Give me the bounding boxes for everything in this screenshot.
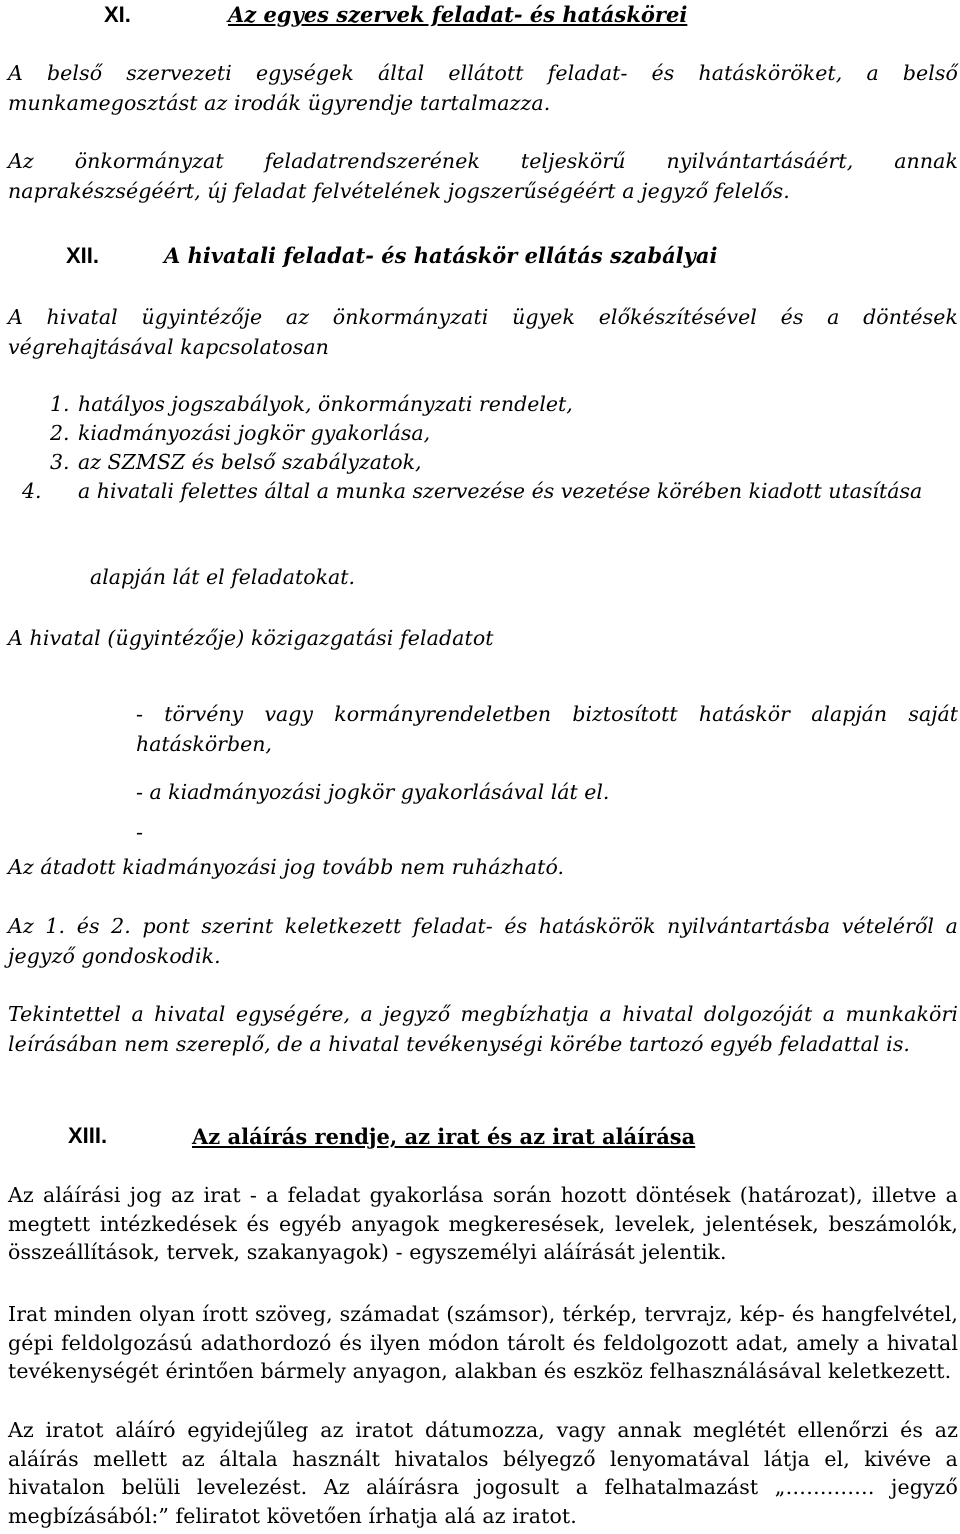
paragraph: Az iratot aláíró egyidejűleg az iratot dátumozza, vagy annak meglétét ellenőrzi és az aláírás mellett az általa használt hivatalos bélyegző lenyomatával látja el, kivéve a hivatalon belüli levelezést. Az aláírásra jogosult a felhatalmazást „…………. jegyző megbízásából:” feliratot követően írhatja alá az iratot. [8, 1418, 958, 1528]
list-number: 2. [50, 421, 70, 445]
dash-item: - a kiadmányozási jogkör gyakorlásával lát el. [136, 780, 610, 804]
list-number: 1. [50, 392, 70, 416]
list-item [50, 448, 950, 477]
list-tail: alapján lát el feladatokat. [90, 565, 355, 589]
list-number: 4. [22, 479, 42, 503]
section-number: XIII. [68, 1123, 108, 1148]
paragraph: Tekintettel a hivatal egységére, a jegyző megbízhatja a hivatal dolgozóját a munkaköri leírásában nem szereplő, de a hivatal tevékenységi körébe tartozó egyéb feladattal is. [8, 1002, 958, 1056]
list-item [50, 419, 950, 448]
dash-item: - törvény vagy kormányrendeletben biztosított hatáskör alapján saját hatáskörben, [136, 702, 958, 756]
section-number: XI. [104, 2, 131, 27]
paragraph: Az 1. és 2. pont szerint keletkezett feladat- és hatáskörök nyilvántartásba vételéről a jegyző gondoskodik. [8, 914, 958, 968]
list-number: 3. [50, 450, 70, 474]
paragraph: Irat minden olyan írott szöveg, számadat (számsor), térkép, tervrajz, kép- és hangfelvétel, gépi feldolgozású adathordozó és ilyen módon tárolt és feldolgozott adat, amely a hivatal tevékenységét érintően bármely anyagon, alakban és eszköz felhasználásával keletkezett. [8, 1302, 958, 1384]
list-text: kiadmányozási jogkör gyakorlása, [78, 421, 431, 445]
paragraph: A hivatal (ügyintézője) közigazgatási feladatot [8, 626, 494, 650]
paragraph: Az átadott kiadmányozási jog tovább nem ruházható. [8, 855, 565, 879]
paragraph: Az önkormányzat feladatrendszerének teljeskörű nyilvántartásáért, annak naprakészségéért, új feladat felvételének jogszerűségéért a jegyző felelős. [8, 149, 958, 203]
list-item [22, 477, 960, 506]
paragraph: A belső szervezeti egységek által ellátott feladat- és hatásköröket, a belső munkamegosztást az irodák ügyrendje tartalmazza. [8, 61, 958, 115]
section-title: Az egyes szervek feladat- és hatáskörei [228, 2, 688, 27]
list-text: hatályos jogszabályok, önkormányzati rendelet, [78, 392, 573, 416]
section-number: XII. [66, 243, 100, 268]
section-title: Az aláírás rendje, az irat és az irat aláírása [192, 1124, 696, 1149]
paragraph: Az aláírási jog az irat - a feladat gyakorlása során hozott döntések (határozat), illetve a megtett intézkedések és egyéb anyagok megkeresések, levelek, jelentések, beszámolók, összeállítások, tervek, szakanyagok) - egyszemélyi aláírását jelentik. [8, 1183, 958, 1265]
list-item [50, 390, 950, 419]
list-text: a hivatali felettes által a munka szervezése és vezetése körében kiadott utasítása [78, 479, 923, 503]
section-title: A hivatali feladat- és hatáskör ellátás szabályai [164, 243, 718, 268]
paragraph: A hivatal ügyintézője az önkormányzati ügyek előkészítésével és a döntések végrehajtásával kapcsolatosan [8, 305, 958, 359]
list-text: az SZMSZ és belső szabályzatok, [78, 450, 422, 474]
dash-item: - [136, 820, 143, 844]
